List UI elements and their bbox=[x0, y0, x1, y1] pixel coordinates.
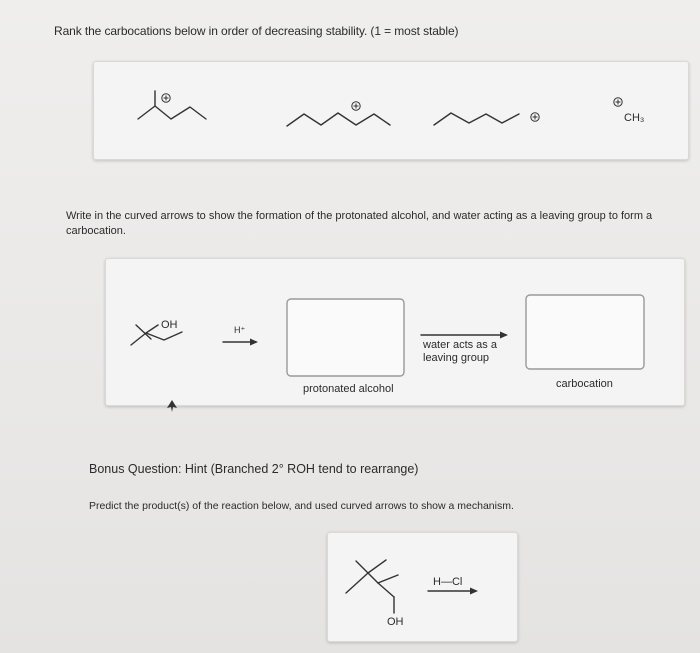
bonus-reagent-label: H—Cl bbox=[433, 576, 463, 588]
carbocation-label: carbocation bbox=[556, 378, 613, 390]
water-label-line2: leaving group bbox=[423, 352, 490, 364]
protonated-alcohol-box[interactable] bbox=[287, 299, 404, 376]
carbocation-structures bbox=[94, 62, 688, 159]
acid-label: H⁺ bbox=[234, 325, 246, 335]
carbocation-3 bbox=[434, 113, 539, 125]
bonus-title: Bonus Question: Hint (Branched 2° ROH tend to rearrange) bbox=[89, 462, 419, 476]
bonus-prompt: Predict the product(s) of the reaction below, and used curved arrows to show a mechanism. bbox=[89, 500, 514, 512]
carbocation-1 bbox=[138, 91, 206, 119]
carbocation-card bbox=[93, 61, 689, 160]
carbocation-box[interactable] bbox=[526, 295, 644, 369]
carbocation-2 bbox=[287, 102, 390, 126]
water-label-line1: water acts as a bbox=[423, 339, 497, 351]
question1-prompt: Rank the carbocations below in order of decreasing stability. (1 = most stable) bbox=[54, 24, 459, 38]
mechanism-scheme bbox=[106, 259, 684, 405]
bonus-scheme bbox=[328, 533, 517, 641]
pointer-cursor-icon bbox=[165, 398, 179, 414]
question2-prompt: Write in the curved arrows to show the formation of the protonated alcohol, and water acting as a leaving group to form a carbocation. bbox=[66, 210, 653, 237]
methyl-label: CH₃ bbox=[624, 112, 645, 124]
protonated-alcohol-label: protonated alcohol bbox=[303, 383, 394, 395]
mechanism-card bbox=[105, 258, 685, 406]
bonus-alcohol bbox=[346, 560, 404, 628]
oh-label: OH bbox=[161, 319, 178, 331]
starting-alcohol bbox=[131, 319, 182, 345]
carbocation-4 bbox=[614, 98, 645, 124]
bonus-oh-label: OH bbox=[387, 616, 404, 628]
bonus-reaction-card bbox=[327, 532, 518, 642]
